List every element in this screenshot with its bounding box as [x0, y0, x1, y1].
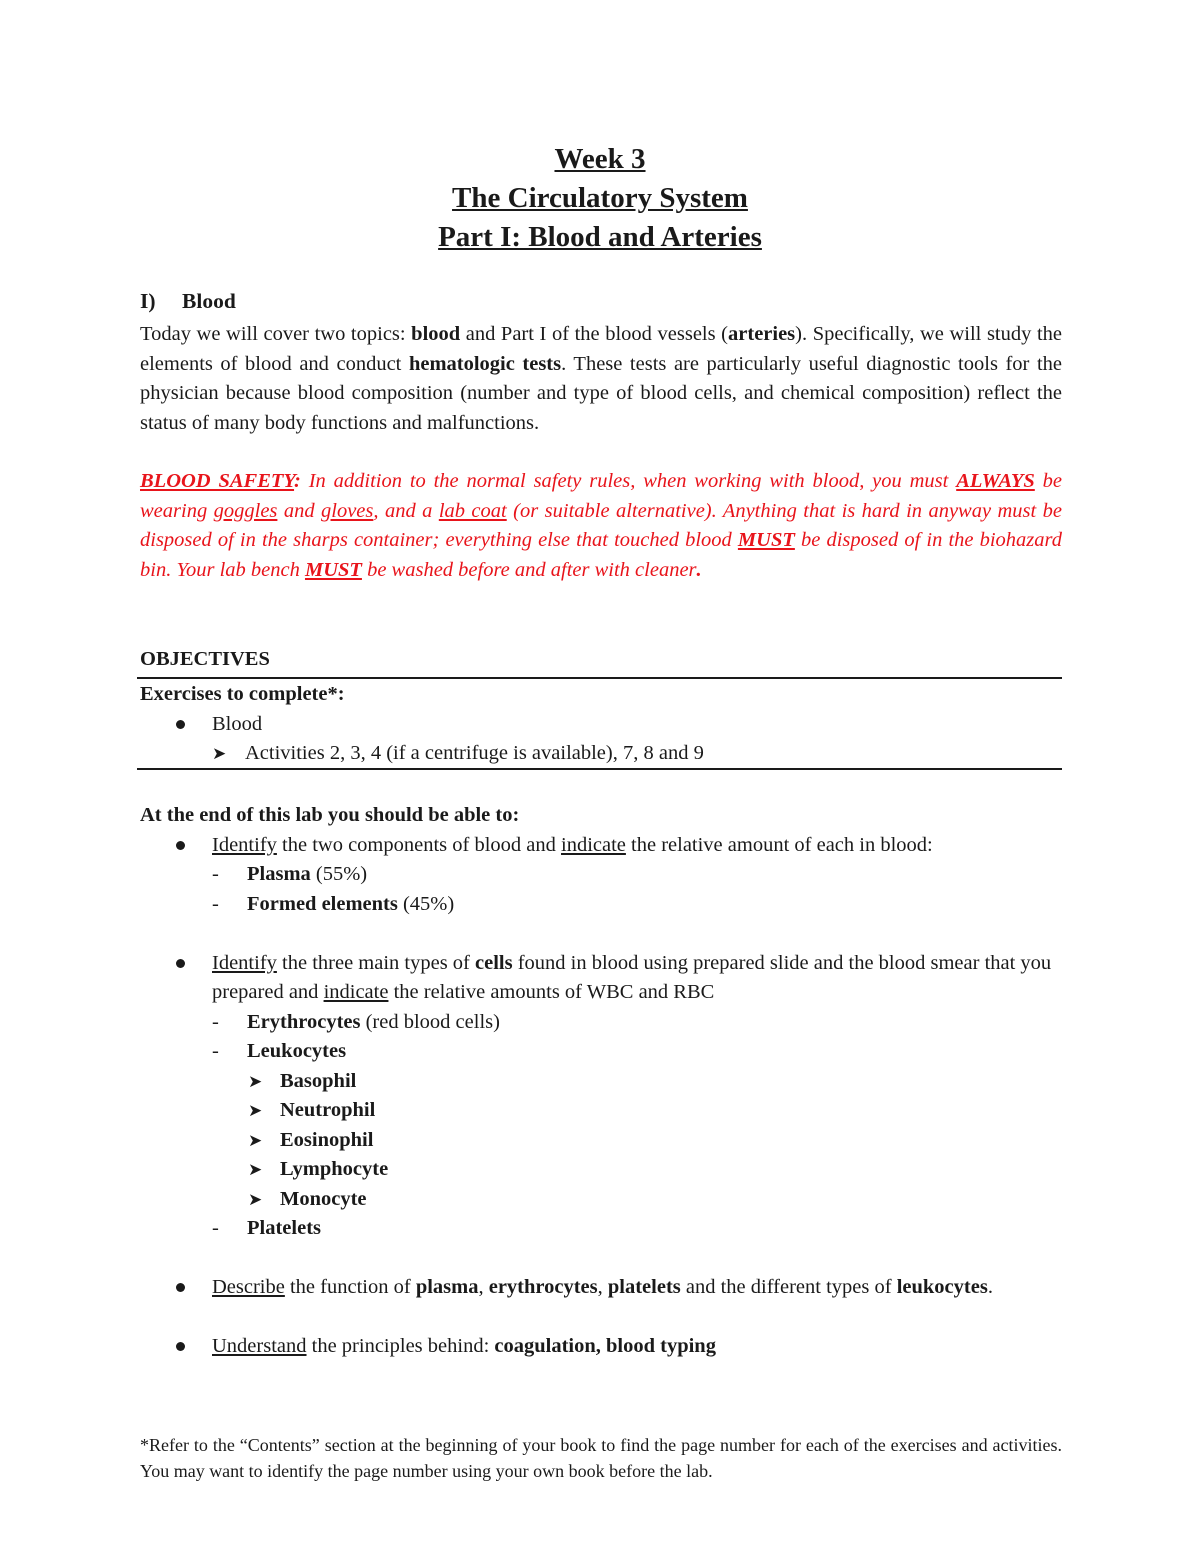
arrow-bullet-icon: ➤ — [248, 1071, 263, 1091]
arrow-bullet-icon: ➤ — [248, 1130, 263, 1150]
list-item — [140, 1214, 1062, 1244]
term-leukocytes: leukocytes — [896, 1276, 988, 1298]
dash-bullet: - — [212, 1217, 219, 1239]
intro-paragraph — [140, 320, 1062, 438]
arrow-bullet-icon: ➤ — [248, 1101, 263, 1120]
spacer — [140, 1244, 1062, 1274]
system-title: The Circulatory System — [452, 182, 748, 214]
objective-text: the relative amounts of WBC and RBC — [388, 981, 715, 1003]
list-item — [140, 831, 1062, 861]
verb-indicate: indicate — [323, 981, 389, 1003]
dash-bullet: - — [212, 1010, 219, 1033]
outcomes-title: At the end of this lab you should be able to: — [140, 804, 520, 826]
list-item — [140, 1008, 1062, 1038]
spacer — [140, 919, 1062, 949]
emphasis-gloves: gloves — [321, 499, 374, 522]
bullet-icon — [176, 1283, 185, 1292]
leukocyte-type: Lymphocyte — [280, 1158, 389, 1180]
dash-bullet: - — [212, 892, 219, 915]
blood-safety-label: BLOOD SAFETY — [140, 470, 295, 492]
part-title: Part I: Blood and Arteries — [438, 221, 762, 253]
objective-text: the two components of blood and — [276, 833, 562, 856]
emphasis-lab-coat: lab coat — [438, 499, 507, 522]
emphasis-goggles: goggles — [213, 499, 278, 522]
section-title: Blood — [182, 289, 236, 313]
verb-describe: Describe — [212, 1276, 285, 1298]
exercises-box — [140, 680, 1062, 769]
blood-safety-paragraph — [140, 467, 1062, 585]
safety-text: be wearing — [140, 470, 1062, 522]
objective-text: the relative amount of each in blood: — [625, 833, 933, 856]
verb-indicate: indicate — [561, 833, 626, 856]
exercises-heading — [140, 680, 1062, 710]
term-hematologic-tests: hematologic tests — [408, 352, 562, 375]
separator: , — [478, 1276, 489, 1298]
objective-text: the function of — [284, 1276, 416, 1298]
activities-list: Activities 2, 3, 4 (if a centrifuge is available), 7, 8 and 9 — [245, 742, 704, 764]
component-name: Formed elements — [247, 892, 398, 915]
leukocyte-type: Monocyte — [280, 1187, 367, 1210]
list-item — [140, 1185, 1062, 1215]
emphasis-must: MUST — [737, 529, 795, 551]
emphasis-always: ALWAYS — [956, 470, 1035, 492]
objectives-top-rule — [137, 677, 1062, 679]
separator: , — [597, 1276, 608, 1298]
list-item — [140, 1332, 1062, 1362]
verb-understand: Understand — [212, 1335, 307, 1357]
list-item — [140, 1273, 1062, 1303]
section-number: I) — [140, 289, 156, 313]
cell-type: Erythrocytes — [247, 1010, 361, 1033]
objective-text: the principles behind: — [306, 1335, 495, 1357]
arrow-bullet-icon: ➤ — [248, 1160, 263, 1179]
intro-text: and Part I of the blood vessels ( — [460, 323, 729, 345]
objective-text: the three main types of — [276, 951, 476, 974]
cell-type: Platelets — [247, 1217, 321, 1239]
list-item — [140, 710, 1062, 740]
leukocyte-type: Eosinophil — [280, 1128, 374, 1151]
week-title: Week 3 — [554, 143, 646, 175]
component-name: Plasma — [247, 863, 311, 885]
term-blood: blood — [411, 323, 461, 345]
safety-colon: : — [294, 470, 301, 492]
term-principles: coagulation, blood typing — [494, 1335, 716, 1357]
list-item — [140, 1096, 1062, 1126]
emphasis-must: MUST — [304, 558, 362, 581]
list-item — [140, 1037, 1062, 1067]
title-block — [0, 140, 1200, 257]
safety-period: . — [696, 558, 702, 581]
safety-text: be disposed of in the biohazard bin. Your lab bench — [140, 529, 1062, 581]
objectives-heading: OBJECTIVES — [140, 648, 270, 670]
spacer — [140, 1303, 1062, 1333]
objective-text: and the different types of — [680, 1276, 897, 1298]
intro-text: ). Specifically, we will study the elements of blood and conduct — [140, 323, 1063, 375]
safety-text: (or suitable alternative). Anything that is hard in anyway must be disposed of in the sharps container; everything else that touched blood — [140, 499, 1062, 551]
verb-identify: Identify — [212, 833, 277, 856]
dash-bullet: - — [212, 863, 219, 885]
list-item — [140, 949, 1062, 1008]
arrow-bullet-icon: ➤ — [248, 1189, 263, 1209]
component-amount: (45%) — [397, 892, 455, 915]
outcomes-heading — [140, 801, 1062, 831]
safety-text: In addition to the normal safety rules, when working with blood, you must — [300, 470, 957, 492]
term-platelets: platelets — [607, 1276, 681, 1298]
safety-text: be washed before and after with cleaner — [361, 558, 697, 581]
intro-text: Today we will cover two topics: — [140, 323, 412, 345]
leukocyte-type: Basophil — [280, 1069, 357, 1092]
cell-type-note: (red blood cells) — [360, 1010, 500, 1033]
list-item — [140, 739, 1062, 769]
section-heading — [140, 289, 236, 314]
list-item — [140, 1067, 1062, 1097]
list-item — [140, 860, 1062, 890]
term-cells: cells — [475, 951, 513, 974]
cell-type: Leukocytes — [247, 1040, 347, 1062]
exercises-title: Exercises to complete*: — [140, 683, 345, 705]
safety-text: and — [277, 499, 322, 522]
safety-text: , and a — [373, 499, 439, 522]
dash-bullet: - — [212, 1040, 219, 1062]
component-amount: (55%) — [310, 863, 368, 885]
bullet-icon — [176, 1342, 185, 1351]
term-arteries: arteries — [728, 323, 796, 345]
verb-identify: Identify — [212, 951, 277, 974]
arrow-bullet-icon: ➤ — [212, 744, 227, 763]
footnote: *Refer to the “Contents” section at the beginning of your book to find the page number for each of the exercises and activities. You may want to identify the page number using your own book before the lab. — [140, 1435, 1062, 1481]
term-erythrocytes: erythrocytes — [488, 1276, 598, 1298]
bullet-icon — [176, 841, 185, 850]
list-item — [140, 1155, 1062, 1185]
exercise-topic: Blood — [212, 712, 263, 735]
term-plasma: plasma — [415, 1276, 479, 1298]
bullet-icon — [176, 720, 185, 729]
intro-text: . These tests are particularly useful diagnostic tools for the physician because blood composition (number and type of blood cells, and chemical composition) reflect the status of many body functions and malfunctions. — [140, 352, 1062, 434]
objectives-bottom-rule — [137, 768, 1062, 770]
objective-text: . — [987, 1276, 993, 1298]
objective-text: found in blood using prepared slide and the blood smear that you prepared and — [212, 951, 1052, 1003]
list-item — [140, 890, 1062, 920]
learning-outcomes — [140, 801, 1062, 1362]
leukocyte-type: Neutrophil — [280, 1099, 376, 1121]
list-item — [140, 1126, 1062, 1156]
bullet-icon — [176, 959, 185, 968]
